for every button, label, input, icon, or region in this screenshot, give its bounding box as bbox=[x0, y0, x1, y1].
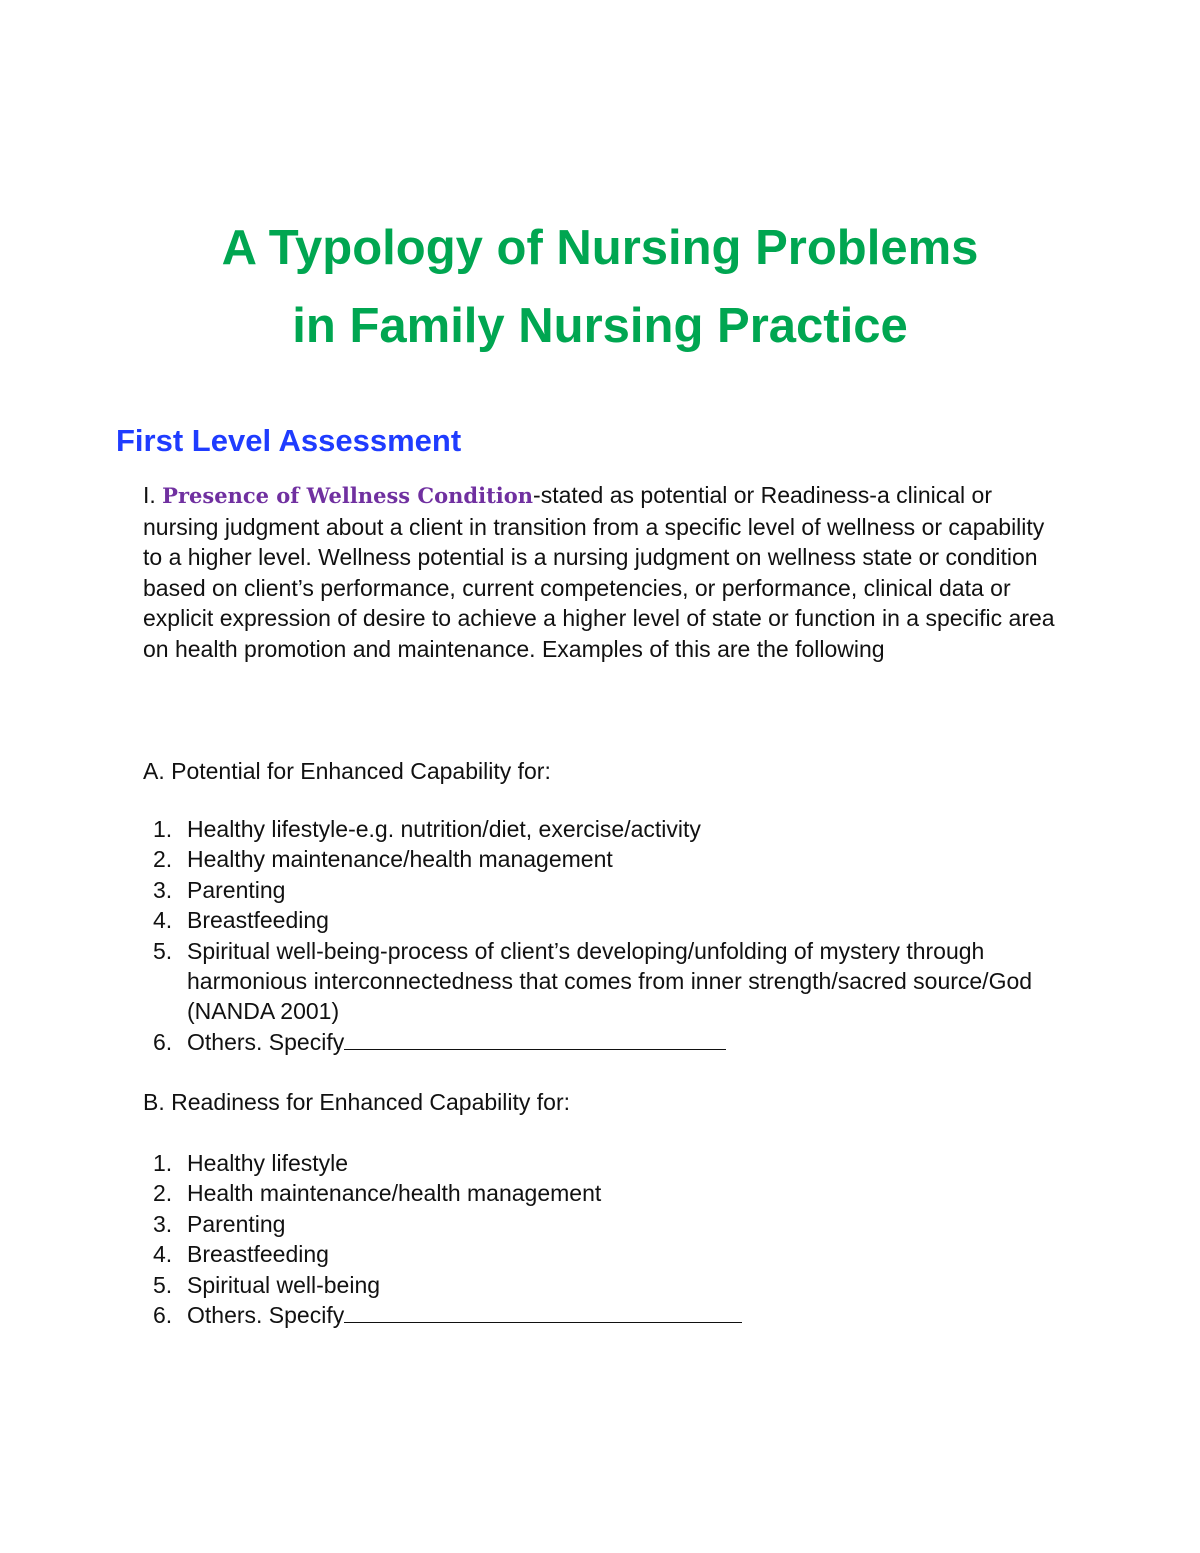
section-a-label: A. Potential for Enhanced Capability for: bbox=[143, 758, 551, 784]
intro-term: Presence of Wellness Condition bbox=[162, 483, 534, 508]
list-item-text: Parenting bbox=[187, 876, 286, 903]
list-item-number: 6. bbox=[153, 1028, 173, 1055]
list-item bbox=[143, 844, 1063, 874]
list-item-number: 2. bbox=[153, 1180, 173, 1207]
list-item-text: Others. Specify bbox=[187, 1302, 345, 1329]
list-item-number: 3. bbox=[153, 876, 173, 903]
list-item-text: Healthy lifestyle-e.g. nutrition/diet, exercise/activity bbox=[187, 816, 701, 842]
list-item-text: Health maintenance/health management bbox=[187, 1180, 602, 1207]
list-item-number: 5. bbox=[153, 1271, 173, 1298]
list-item-text: Healthy maintenance/health management bbox=[187, 846, 613, 873]
list-item-number: 3. bbox=[153, 1210, 173, 1237]
section-a-list bbox=[143, 814, 1063, 1057]
list-item bbox=[143, 1148, 1063, 1178]
list-item-number: 2. bbox=[153, 846, 173, 873]
list-item bbox=[143, 1209, 1063, 1239]
list-item bbox=[143, 1027, 1063, 1057]
list-item-number: 4. bbox=[153, 1241, 173, 1268]
section-heading: First Level Assessment bbox=[116, 423, 462, 458]
list-item-number: 6. bbox=[153, 1302, 173, 1329]
list-item-text: Spiritual well-being-process of client’s developing/unfolding of mystery through harmonious interconnectedness that comes from inner strength/sacred source/God (NANDA 2001) bbox=[187, 937, 1033, 1025]
intro-numeral: I. bbox=[143, 482, 163, 508]
section-b-list bbox=[143, 1148, 1063, 1330]
list-item-text: Others. Specify bbox=[187, 1028, 345, 1055]
list-item bbox=[143, 1239, 1063, 1269]
list-item bbox=[143, 1178, 1063, 1208]
list-item bbox=[143, 875, 1063, 905]
list-item-number: 1. bbox=[153, 1150, 173, 1176]
list-item-text: Parenting bbox=[187, 1210, 286, 1237]
list-item-text: Breastfeeding bbox=[187, 907, 329, 934]
list-item-text: Healthy lifestyle bbox=[187, 1150, 349, 1176]
list-item-number: 5. bbox=[153, 937, 173, 964]
specify-blank-line[interactable] bbox=[344, 1300, 742, 1323]
specify-blank-line[interactable] bbox=[344, 1027, 726, 1050]
list-item-number: 1. bbox=[153, 816, 173, 842]
list-item bbox=[143, 814, 1063, 844]
list-item bbox=[143, 936, 1063, 1027]
section-b-label: B. Readiness for Enhanced Capability for: bbox=[143, 1089, 571, 1115]
document-title-line-1: A Typology of Nursing Problems bbox=[221, 221, 979, 275]
document-title-line-2: in Family Nursing Practice bbox=[292, 299, 908, 353]
list-item bbox=[143, 905, 1063, 935]
intro-paragraph bbox=[143, 480, 1063, 665]
list-item bbox=[143, 1270, 1063, 1300]
list-item-number: 4. bbox=[153, 907, 173, 934]
list-item bbox=[143, 1300, 1063, 1330]
intro-text: -stated as potential or Readiness-a clinical or nursing judgment about a client in transition from a specific level of wellness or capability to a higher level. Wellness potential is a nursing judgment on wellness state or condition based on client’s performance, current competencies, or performance, clinical data or explicit expression of desire to achieve a higher level of state or function in a specific area on health promotion and maintenance. Examples of this are the following bbox=[143, 482, 1055, 662]
list-item-text: Breastfeeding bbox=[187, 1241, 329, 1268]
list-item-text: Spiritual well-being bbox=[187, 1271, 381, 1298]
